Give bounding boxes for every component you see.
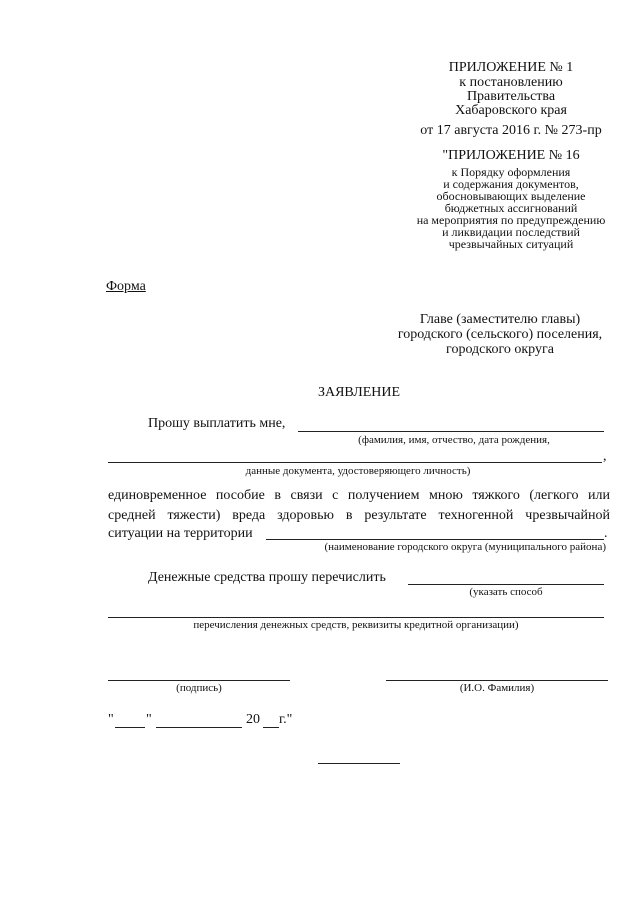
date-year-field[interactable]	[263, 727, 279, 728]
payment-method-hint: (указать способ	[469, 586, 543, 598]
date-open-quote: "	[108, 712, 114, 727]
request-lead-text: Прошу выплатить мне,	[148, 416, 286, 431]
addressee-line-2: городского (сельского) поселения,	[397, 327, 603, 342]
sub-appendix-line-4: бюджетных ассигнований	[444, 201, 578, 215]
sub-appendix-line-1: к Порядку оформления	[451, 165, 571, 179]
appendix-basis-line-3: Хабаровского края	[455, 103, 567, 118]
addressee-line-1: Главе (заместителю главы)	[419, 312, 581, 327]
request-body-line-3: ситуации на территории	[108, 526, 253, 541]
appendix-basis-line-1: к постановлению	[459, 75, 563, 90]
full-name-field[interactable]	[386, 680, 608, 681]
sub-appendix-line-2: и содержания документов,	[443, 177, 579, 191]
comma-mark: ,	[603, 449, 607, 464]
appendix-decree-date: от 17 августа 2016 г. № 273-пр	[420, 123, 602, 138]
applicant-document-field[interactable]	[108, 462, 602, 463]
payment-lead-text: Денежные средства прошу перечислить	[148, 570, 386, 585]
date-year-prefix: 20	[246, 712, 260, 727]
full-name-hint: (И.О. Фамилия)	[459, 682, 535, 694]
appendix-title: ПРИЛОЖЕНИЕ № 1	[448, 60, 574, 75]
sub-appendix-line-6: и ликвидации последствий	[442, 225, 580, 239]
request-body-line-2: средней тяжести) вреда здоровью в результате техногенной чрезвычайной	[108, 508, 610, 523]
payment-method-field[interactable]	[408, 584, 604, 585]
sub-appendix-title: "ПРИЛОЖЕНИЕ № 16	[442, 148, 580, 163]
date-year-suffix: г."	[279, 712, 293, 727]
payment-details-hint: перечисления денежных средств, реквизиты кредитной организации)	[193, 619, 519, 631]
sub-appendix-line-3: обосновывающих выделение	[436, 189, 586, 203]
payment-details-field[interactable]	[108, 617, 604, 618]
request-body-line-1: единовременное пособие в связи с получением мною тяжкого (легкого или	[108, 488, 610, 503]
date-month-field[interactable]	[156, 727, 242, 728]
applicant-name-field[interactable]	[298, 431, 604, 432]
document-title: ЗАЯВЛЕНИЕ	[317, 385, 401, 400]
sub-appendix-line-7: чрезвычайных ситуаций	[448, 237, 574, 251]
signature-hint: (подпись)	[176, 682, 222, 694]
closing-separator	[318, 763, 400, 764]
sub-appendix-line-5: на мероприятия по предупреждению	[416, 213, 606, 227]
form-label: Форма	[106, 279, 146, 294]
applicant-document-hint: данные документа, удостоверяющего личность)	[245, 465, 471, 477]
signature-field[interactable]	[108, 680, 290, 681]
period-mark: .	[604, 526, 608, 541]
territory-hint: (наименование городского округа (муниципального района)	[324, 541, 606, 553]
territory-field[interactable]	[266, 539, 604, 540]
addressee-line-3: городского округа	[446, 342, 554, 357]
date-day-field[interactable]	[115, 727, 145, 728]
appendix-basis-line-2: Правительства	[466, 89, 556, 104]
date-close-quote: "	[146, 712, 152, 727]
applicant-name-hint: (фамилия, имя, отчество, дата рождения,	[358, 434, 550, 446]
